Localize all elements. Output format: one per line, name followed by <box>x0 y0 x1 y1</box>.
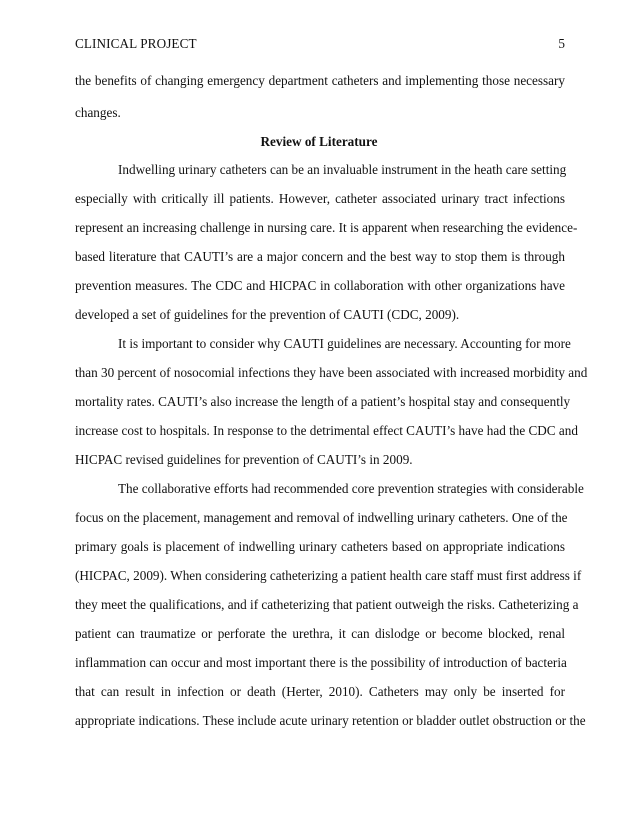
body-line: that can result in infection or death (Herter, 2010). Catheters may only be inserted for <box>75 684 565 699</box>
page-number: 5 <box>558 36 565 51</box>
body-line: It is important to consider why CAUTI guidelines are necessary. Accounting for more <box>118 336 571 351</box>
body-line: The collaborative efforts had recommended core prevention strategies with considerable <box>118 481 584 496</box>
page-header <box>75 36 565 54</box>
body-line: Indwelling urinary catheters can be an invaluable instrument in the heath care setting <box>118 162 567 177</box>
body-line: increase cost to hospitals. In response to the detrimental effect CAUTI’s have had the CDC and <box>75 423 578 438</box>
body-line: HICPAC revised guidelines for prevention of CAUTI’s in 2009. <box>75 452 413 467</box>
body-line: they meet the qualifications, and if catheterizing that patient outweigh the risks. Catheterizing a <box>75 597 579 612</box>
body-line: (HICPAC, 2009). When considering catheterizing a patient health care staff must first address if <box>75 568 582 583</box>
body-line: inflammation can occur and most important there is the possibility of introduction of bacteria <box>75 655 567 670</box>
body-line: based literature that CAUTI’s are a major concern and the best way to stop them is through <box>75 249 565 264</box>
body-line: primary goals is placement of indwelling urinary catheters based on appropriate indications <box>75 539 565 554</box>
body-line: developed a set of guidelines for the prevention of CAUTI (CDC, 2009). <box>75 307 460 322</box>
section-heading: Review of Literature <box>260 134 378 149</box>
body-line: mortality rates. CAUTI’s also increase the length of a patient’s hospital stay and consequently <box>75 394 571 409</box>
body-line: focus on the placement, management and removal of indwelling urinary catheters. One of the <box>75 510 568 525</box>
body-line: appropriate indications. These include acute urinary retention or bladder outlet obstruction or the <box>75 713 586 728</box>
body-line: patient can traumatize or perforate the urethra, it can dislodge or become blocked, renal <box>75 626 565 641</box>
body-line: the benefits of changing emergency department catheters and implementing those necessary <box>75 73 565 88</box>
running-head: CLINICAL PROJECT <box>75 36 197 51</box>
body-line: represent an increasing challenge in nursing care. It is apparent when researching the evidence- <box>75 220 578 235</box>
body-line: prevention measures. The CDC and HICPAC in collaboration with other organizations have <box>75 278 565 293</box>
body-line: changes. <box>75 105 121 120</box>
body-line: especially with critically ill patients. However, catheter associated urinary tract infections <box>75 191 565 206</box>
body-line: than 30 percent of nosocomial infections they have been associated with increased morbidity and <box>75 365 588 380</box>
